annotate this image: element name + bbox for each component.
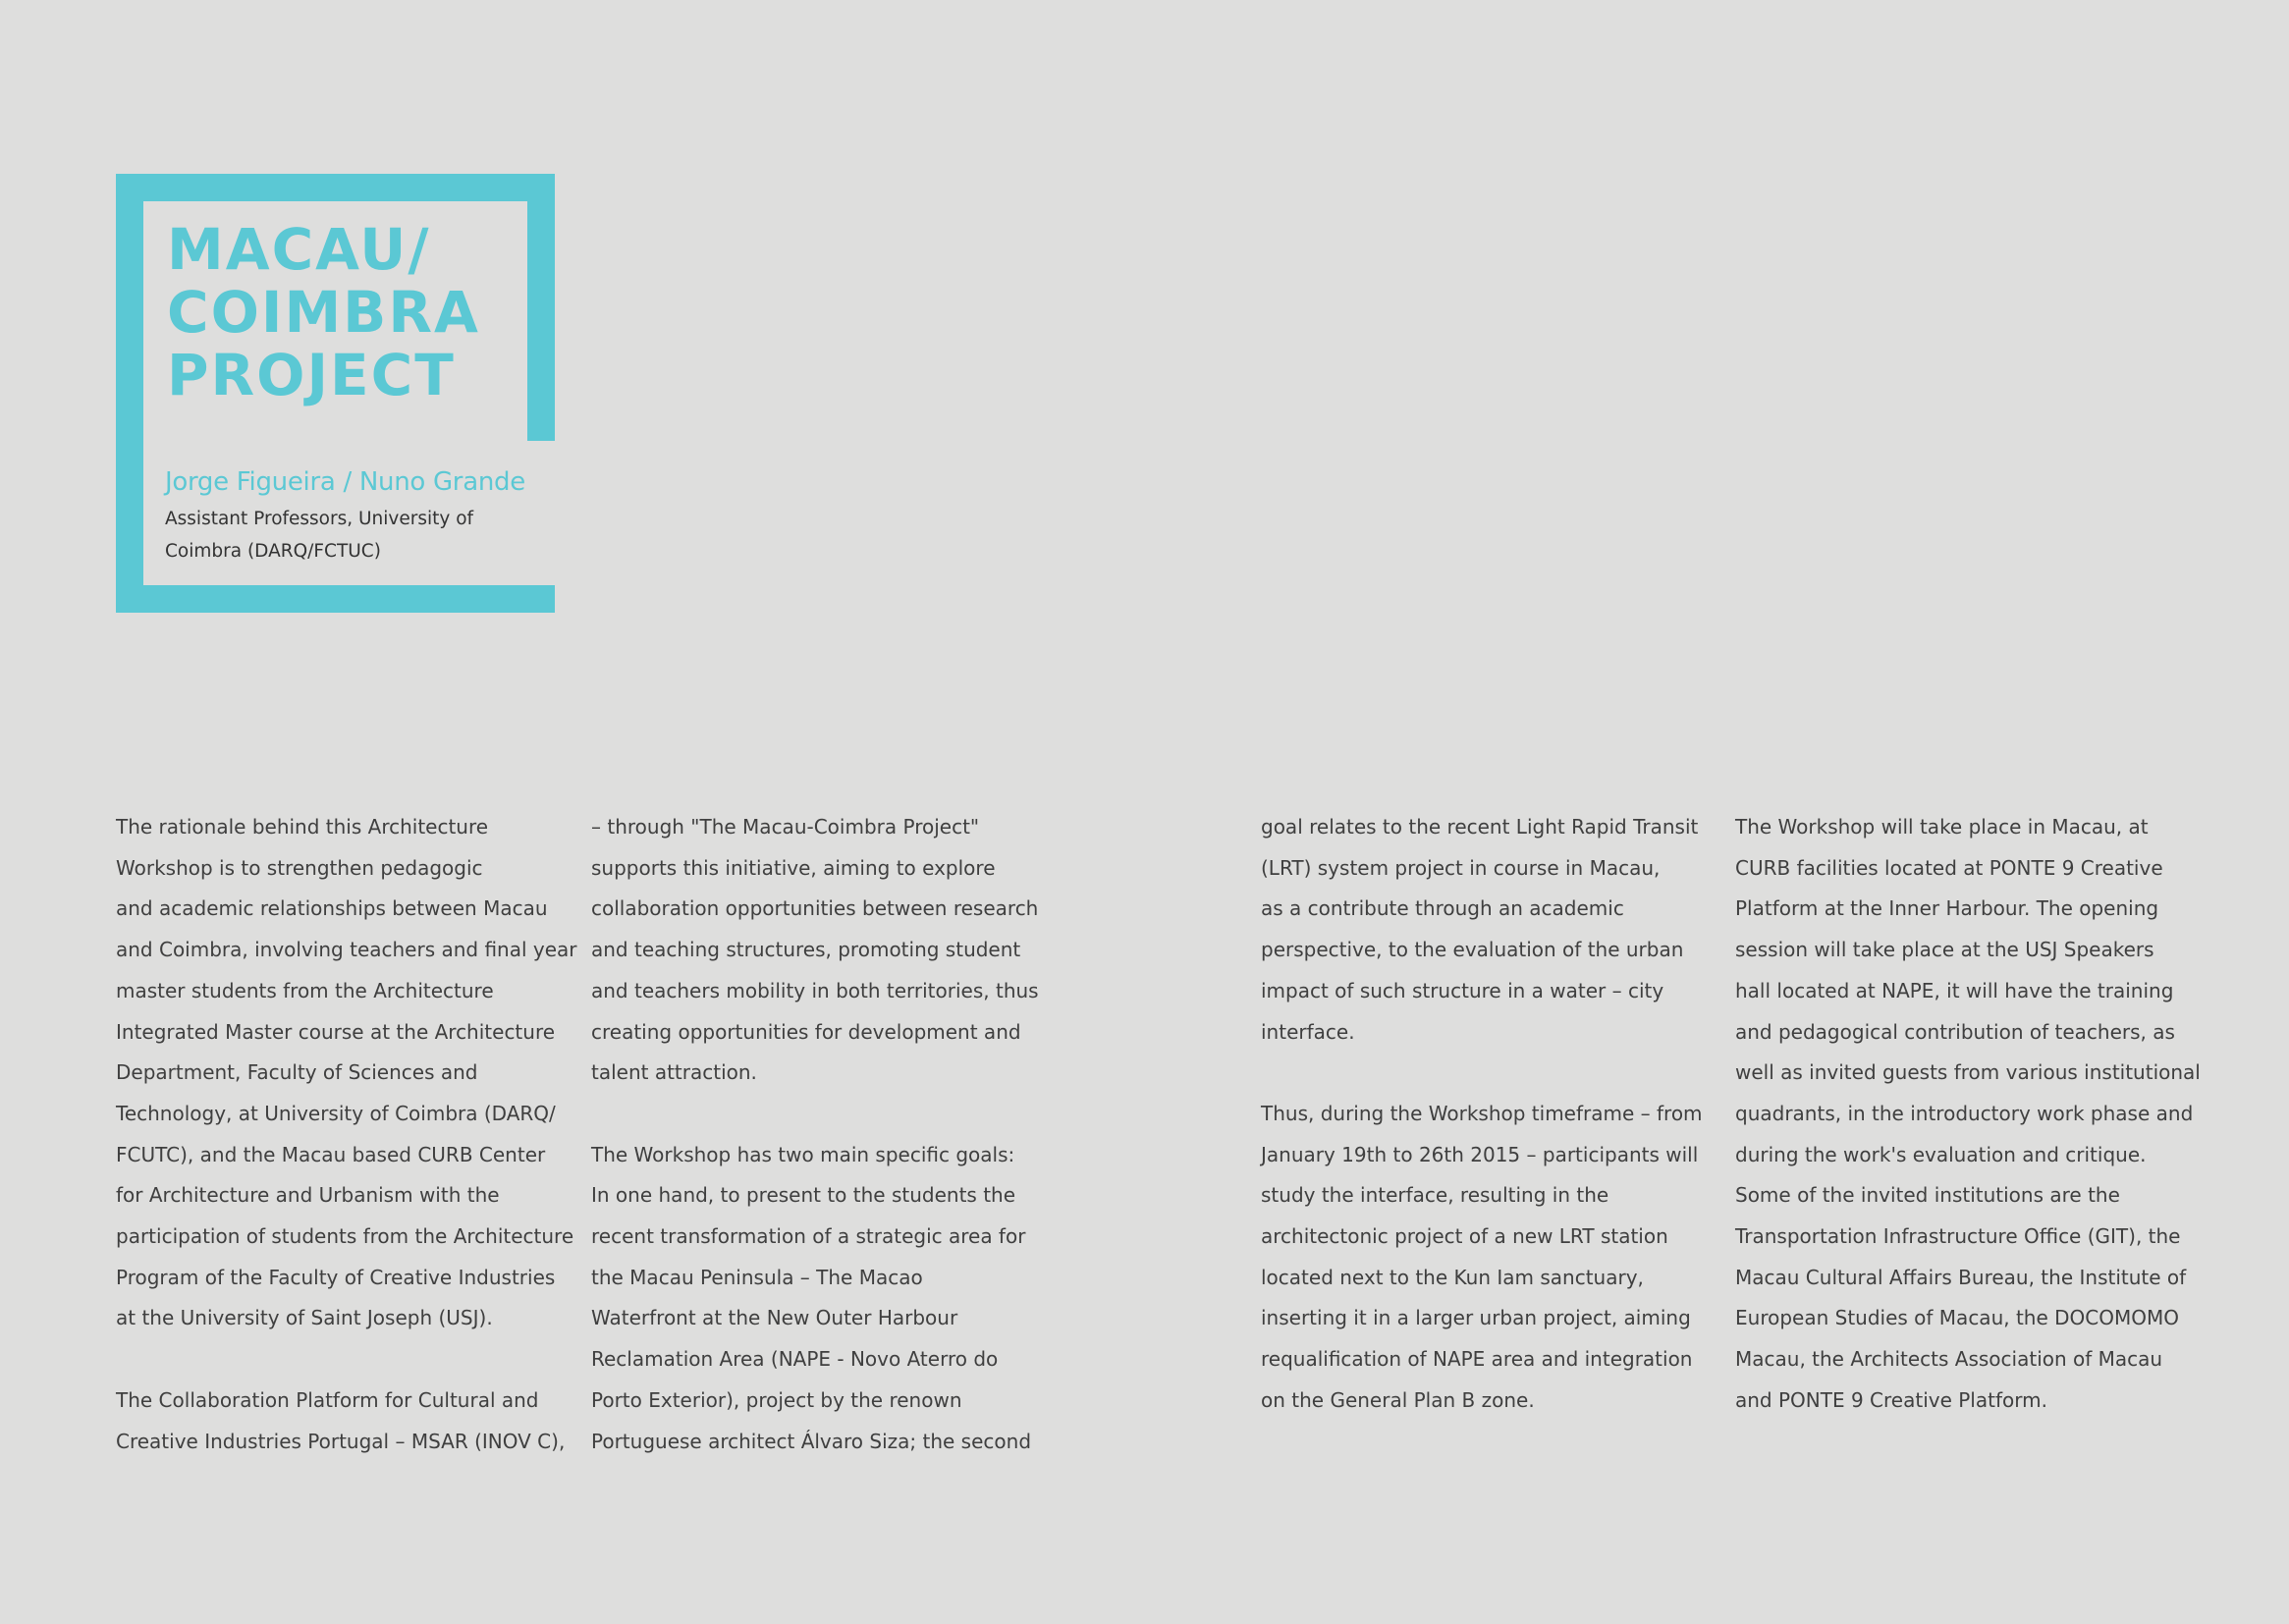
text-line: and academic relationships between Macau: [116, 896, 548, 921]
title-line: PROJECT: [167, 342, 456, 408]
text-line: and teaching structures, promoting student: [591, 938, 1021, 962]
text-line: Workshop is to strengthen pedagogic: [116, 855, 483, 880]
paragraph: [1261, 807, 1703, 1053]
text-line: recent transformation of a strategic area for: [591, 1224, 1026, 1249]
text-line: European Studies of Macau, the DOCOMOMO: [1735, 1306, 2179, 1330]
text-line: In one hand, to present to the students the: [591, 1183, 1016, 1208]
text-line: Technology, at University of Coimbra (DARQ/: [116, 1101, 556, 1125]
text-line: and PONTE 9 Creative Platform.: [1735, 1387, 2047, 1412]
text-line: Some of the invited institutions are the: [1735, 1183, 2120, 1208]
text-line: on the General Plan B zone.: [1261, 1387, 1535, 1412]
text-line: participation of students from the Architecture: [116, 1224, 574, 1249]
page-title: [167, 218, 480, 406]
text-line: Thus, during the Workshop timeframe – from: [1261, 1101, 1703, 1125]
text-line: at the University of Saint Joseph (USJ).: [116, 1306, 493, 1330]
text-column-1: [116, 807, 577, 1462]
text-line: well as invited guests from various institutional: [1735, 1060, 2201, 1085]
text-line: and teachers mobility in both territories, thus: [591, 978, 1039, 1002]
text-line: Integrated Master course at the Architecture: [116, 1019, 556, 1044]
paragraph: [116, 807, 577, 1339]
text-line: Portuguese architect Álvaro Siza; the second: [591, 1429, 1032, 1453]
affiliation: Assistant Professors, University of Coimbra (DARQ/FCTUC): [165, 509, 474, 562]
frame-bottom-bar: [116, 585, 555, 613]
text-line: the Macau Peninsula – The Macao: [591, 1265, 923, 1289]
text-line: session will take place at the USJ Speakers: [1735, 938, 2154, 962]
text-line: impact of such structure in a water – city: [1261, 978, 1664, 1002]
text-line: for Architecture and Urbanism with the: [116, 1183, 500, 1208]
paragraph: [591, 1135, 1039, 1463]
text-column-2: [591, 807, 1039, 1462]
frame-top-bar: [116, 174, 555, 201]
text-line: goal relates to the recent Light Rapid Transit: [1261, 815, 1699, 839]
text-column-4: [1735, 807, 2201, 1422]
paragraph: [1261, 1094, 1703, 1422]
text-line: talent attraction.: [591, 1060, 757, 1085]
text-line: Program of the Faculty of Creative Industries: [116, 1265, 556, 1289]
text-line: The Collaboration Platform for Cultural and: [116, 1387, 539, 1412]
text-line: Reclamation Area (NAPE - Novo Aterro do: [591, 1347, 999, 1372]
text-line: FCUTC), and the Macau based CURB Center: [116, 1142, 546, 1166]
text-line: located next to the Kun Iam sanctuary,: [1261, 1265, 1644, 1289]
text-line: inserting it in a larger urban project, aiming: [1261, 1306, 1691, 1330]
text-line: collaboration opportunities between research: [591, 896, 1039, 921]
text-line: perspective, to the evaluation of the urban: [1261, 938, 1684, 962]
authors: Jorge Figueira / Nuno Grande: [165, 467, 525, 497]
text-line: Platform at the Inner Harbour. The opening: [1735, 896, 2159, 921]
frame-left-bar: [116, 174, 143, 613]
text-line: and pedagogical contribution of teachers, as: [1735, 1019, 2175, 1044]
text-line: The Workshop will take place in Macau, at: [1735, 815, 2149, 839]
paragraph: [591, 807, 1039, 1094]
paragraph: [1735, 807, 2201, 1422]
text-line: and Coimbra, involving teachers and final year: [116, 938, 577, 962]
text-line: as a contribute through an academic: [1261, 896, 1624, 921]
text-column-3: [1261, 807, 1703, 1422]
text-line: – through "The Macau-Coimbra Project": [591, 815, 980, 839]
text-line: master students from the Architecture: [116, 978, 494, 1002]
text-line: Macau Cultural Affairs Bureau, the Institute of: [1735, 1265, 2187, 1289]
text-line: Macau, the Architects Association of Macau: [1735, 1347, 2163, 1372]
text-line: quadrants, in the introductory work phase and: [1735, 1101, 2194, 1125]
text-line: Waterfront at the New Outer Harbour: [591, 1306, 958, 1330]
text-line: Transportation Infrastructure Office (GIT), the: [1735, 1224, 2181, 1249]
text-line: requalification of NAPE area and integration: [1261, 1347, 1693, 1372]
text-line: interface.: [1261, 1019, 1355, 1044]
text-line: CURB facilities located at PONTE 9 Creative: [1735, 855, 2163, 880]
frame-right-bar: [527, 174, 555, 441]
paragraph: [116, 1380, 577, 1462]
text-line: January 19th to 26th 2015 – participants will: [1261, 1142, 1699, 1166]
title-line: MACAU/: [167, 216, 431, 283]
text-line: The Workshop has two main specific goals:: [591, 1142, 1015, 1166]
text-line: during the work's evaluation and critique.: [1735, 1142, 2147, 1166]
text-line: hall located at NAPE, it will have the training: [1735, 978, 2174, 1002]
text-line: supports this initiative, aiming to explore: [591, 855, 996, 880]
text-line: Department, Faculty of Sciences and: [116, 1060, 478, 1085]
text-line: study the interface, resulting in the: [1261, 1183, 1609, 1208]
text-line: Porto Exterior), project by the renown: [591, 1387, 962, 1412]
text-line: creating opportunities for development and: [591, 1019, 1021, 1044]
text-line: Creative Industries Portugal – MSAR (INOV C),: [116, 1429, 566, 1453]
text-line: architectonic project of a new LRT station: [1261, 1224, 1668, 1249]
title-line: COIMBRA: [167, 279, 480, 346]
text-line: The rationale behind this Architecture: [116, 815, 489, 839]
text-line: (LRT) system project in course in Macau,: [1261, 855, 1661, 880]
